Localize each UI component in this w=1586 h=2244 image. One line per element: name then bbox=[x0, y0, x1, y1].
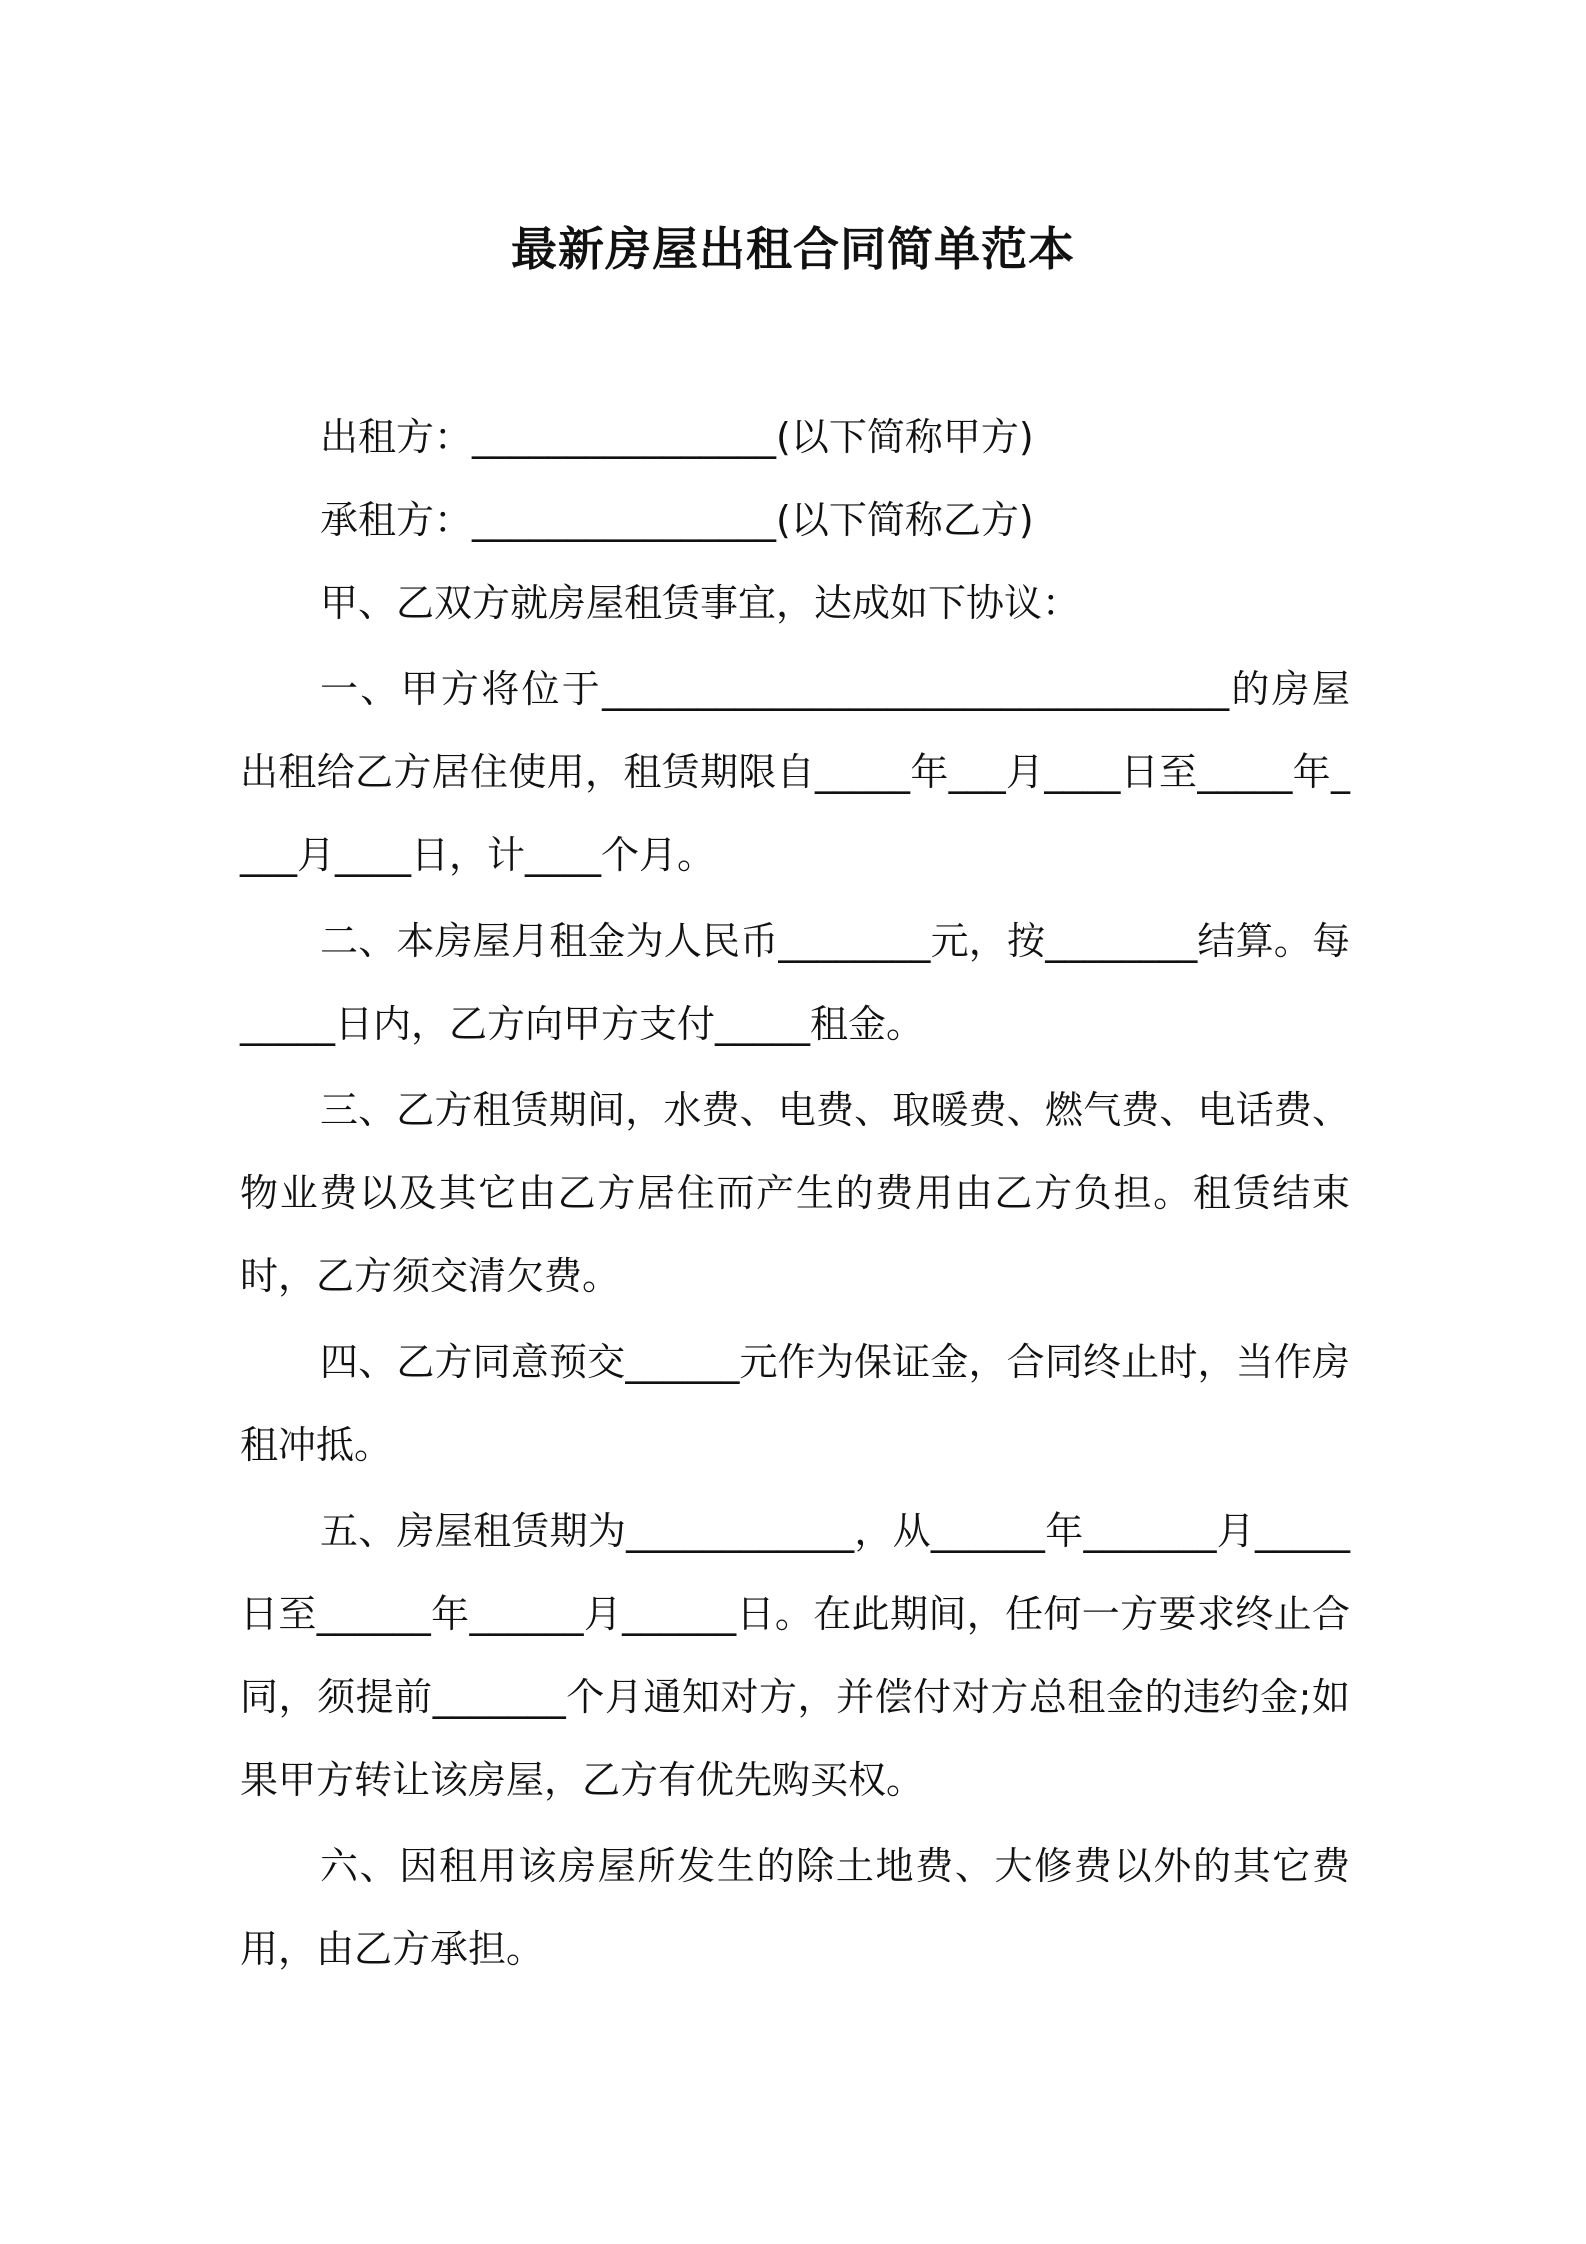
clause-3: 三、乙方租赁期间，水费、电费、取暖费、燃气费、电话费、物业费以及其它由乙方居住而产生的费用由乙方负担。租赁结束时，乙方须交清欠费。 bbox=[240, 1088, 1350, 1298]
clause-4: 四、乙方同意预交______元作为保证金，合同终止时，当作房租冲抵。 bbox=[240, 1340, 1350, 1467]
clause-5: 五、房屋租赁期为____________，从______年_______月_____日至______年______月______日。在此期间，任何一方要求终止合同，须提前_______个月通知对方，并偿付对方总租金的违约金;如果甲方转让该房屋，乙方有优先购买权。 bbox=[240, 1509, 1350, 1802]
clause-2: 二、本房屋月租金为人民币________元，按________结算。每_____日内，乙方向甲方支付_____租金。 bbox=[240, 919, 1350, 1046]
clause-1: 一、甲方将位于_________________________________的房屋出租给乙方居住使用，租赁期限自_____年___月____日至_____年____月____日，计____个月。 bbox=[240, 667, 1350, 877]
document-body bbox=[240, 396, 1350, 1991]
agreement-intro: 甲、乙双方就房屋租赁事宜，达成如下协议： bbox=[320, 581, 1081, 625]
lessee-line: 承租方：________________(以下简称乙方) bbox=[320, 498, 1034, 542]
document-title: 最新房屋出租合同简单范本 bbox=[511, 222, 1075, 276]
clause-6: 六、因租用该房屋所发生的除土地费、大修费以外的其它费用，由乙方承担。 bbox=[240, 1844, 1350, 1971]
lessor-line: 出租方：________________(以下简称甲方) bbox=[320, 415, 1034, 459]
